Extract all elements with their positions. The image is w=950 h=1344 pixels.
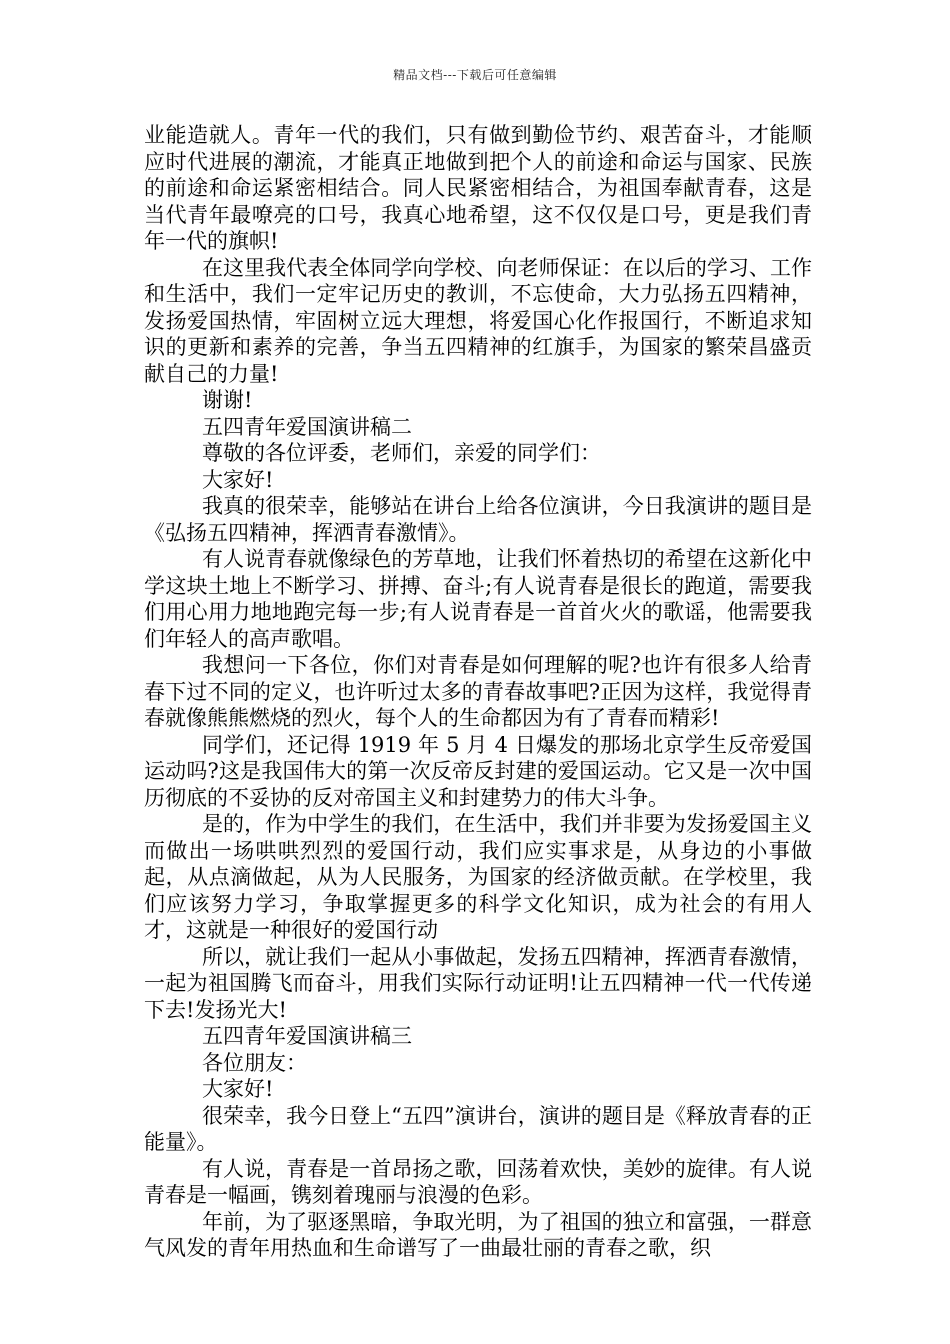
paragraph: 谢谢! [202,388,253,412]
paragraph: 我想问一下各位，你们对青春是如何理解的呢?也许有很多人给青春下过不同的定义，也许听过太多的青春故事吧?正因为这样，我觉得青春就像熊熊燃烧的烈火，每个人的生命都因为有了青春而精彩! [144,653,812,730]
paragraph: 有人说青春就像绿色的芳草地，让我们怀着热切的希望在这新化中学这块土地上不断学习、拼搏、奋斗;有人说青春是很长的跑道，需要我们用心用力地地跑完每一步;有人说青春是一首首火火的歌谣，他需要我们年轻人的高声歌唱。 [144,547,812,651]
paragraph: 尊敬的各位评委，老师们，亲爱的同学们： [202,441,601,465]
document-body [144,122,812,1262]
paragraph: 大家好! [202,467,274,492]
page-header: 精品文档---下载后可任意编辑 [393,68,557,82]
paragraph: 业能造就人。青年一代的我们，只有做到勤俭节约、艰苦奋斗，才能顺应时代进展的潮流，才能真正地做到把个人的前途和命运与国家、民族的前途和命运紧密相结合。同人民紧密相结合，为祖国奉献青春，这是当代青年最嘹亮的口号，我真心地希望，这不仅仅是口号，更是我们青年一代的旗帜! [144,123,812,253]
paragraph: 是的，作为中学生的我们，在生活中，我们并非要为发扬爱国主义而做出一场哄哄烈烈的爱国行动，我们应实事求是，从身边的小事做起，从点滴做起，从为人民服务，为国家的经济做贡献。在学校里，我们应该努力学习，争取掌握更多的科学文化知识，成为社会的有用人才，这就是一种很好的爱国行动 [144,812,812,942]
paragraph: 有人说，青春是一首昂扬之歌，回荡着欢快，美妙的旋律。有人说青春是一幅画，镌刻着瑰丽与浪漫的色彩。 [144,1156,812,1207]
paragraph: 各位朋友： [202,1050,307,1075]
paragraph: 年前，为了驱逐黑暗，争取光明，为了祖国的独立和富强，一群意气风发的青年用热血和生命谱写了一曲最壮丽的青春之歌，织 [144,1209,812,1260]
section-title: 五四青年爱国演讲稿二 [202,414,412,439]
paragraph: 同学们，还记得 1919 年 5 月 4 日爆发的那场北京学生反帝爱国运动吗?这是我国伟大的第一次反帝反封建的爱国运动。它又是一次中国历彻底的不妥协的反对帝国主义和封建势力的伟大斗争。 [144,732,812,810]
section-title: 五四青年爱国演讲稿三 [202,1024,412,1048]
paragraph: 大家好! [202,1077,274,1101]
paragraph: 很荣幸，我今日登上“五四”演讲台，演讲的题目是《释放青春的正能量》。 [144,1103,812,1154]
paragraph: 我真的很荣幸，能够站在讲台上给各位演讲，今日我演讲的题目是《弘扬五四精神，挥洒青春激情》。 [144,494,812,545]
paragraph: 在这里我代表全体同学向学校、向老师保证：在以后的学习、工作和生活中，我们一定牢记历史的教训，不忘使命，大力弘扬五四精神，发扬爱国热情，牢固树立远大理想，将爱国心化作报国行，不断追求知识的更新和素养的完善，争当五四精神的红旗手，为国家的繁荣昌盛贡献自己的力量! [144,255,812,386]
paragraph: 所以，就让我们一起从小事做起，发扬五四精神，挥洒青春激情，一起为祖国腾飞而奋斗，用我们实际行动证明!让五四精神一代一代传递下去!发扬光大! [144,944,812,1022]
